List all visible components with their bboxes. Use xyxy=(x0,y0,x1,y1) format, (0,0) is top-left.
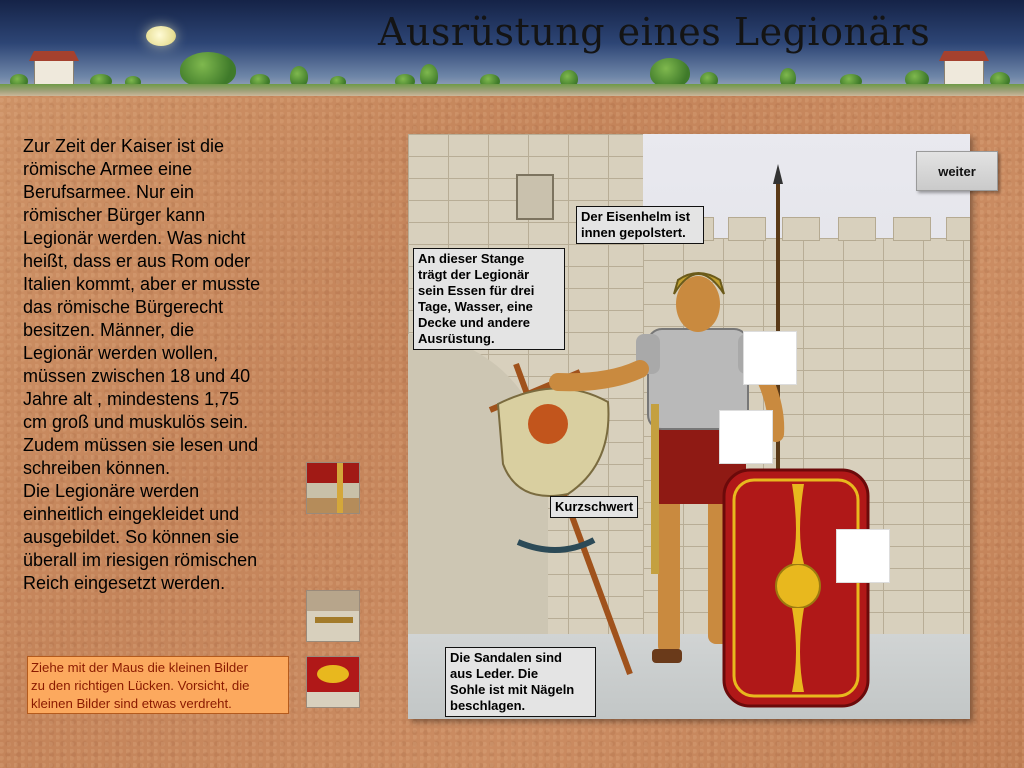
callout-line: Ausrüstung. xyxy=(418,331,495,346)
intro-line: Legionär werden. Was nicht xyxy=(23,228,246,248)
weiter-button[interactable]: weiter xyxy=(916,151,998,191)
callout-line: Tage, Wasser, eine xyxy=(418,299,533,314)
intro-line: Italien kommt, aber er musste xyxy=(23,274,261,294)
intro-line: das römische Bürgerecht xyxy=(23,297,224,317)
intro-line: Zur Zeit der Kaiser ist die xyxy=(23,136,225,156)
leg xyxy=(658,494,680,654)
callout-line: Decke und andere xyxy=(418,315,530,330)
intro-text xyxy=(23,135,298,595)
page-title: Ausrüstung eines Legionärs xyxy=(378,10,931,54)
armor-piece-strap xyxy=(337,463,343,513)
intro-line: müssen zwischen 18 und 40 xyxy=(23,366,251,386)
callout-pole xyxy=(413,248,565,350)
sandal xyxy=(652,649,682,663)
instruction-line: zu den richtigen Lücken. Vorsicht, die xyxy=(31,678,250,693)
banner-ground xyxy=(0,84,1024,96)
shield-wing-piece-icon[interactable] xyxy=(306,656,360,708)
callout-line: sein Essen für drei xyxy=(418,283,535,298)
instruction-line: Ziehe mit der Maus die kleinen Bilder xyxy=(31,660,248,675)
instruction-box xyxy=(27,656,289,714)
spear-tip-icon xyxy=(773,164,783,184)
pot-icon xyxy=(528,404,568,444)
drop-slot-armor[interactable] xyxy=(743,331,797,385)
sword-scabbard xyxy=(651,404,659,574)
tree-icon xyxy=(180,52,236,88)
sword-piece-blade xyxy=(315,617,353,623)
callout-line: trägt der Legionär xyxy=(418,267,530,282)
shield-wing-piece-wing xyxy=(317,665,349,683)
intro-line: Berufsarmee. Nur ein xyxy=(23,182,195,202)
sword-piece-icon[interactable] xyxy=(306,590,360,642)
intro-line: schreiben können. xyxy=(23,458,171,478)
moon-icon xyxy=(146,26,176,46)
intro-line: heißt, dass er aus Rom oder xyxy=(23,251,251,271)
callout-line: beschlagen. xyxy=(450,698,526,713)
intro-line: römischer Bürger kann xyxy=(23,205,206,225)
head xyxy=(676,276,720,332)
intro-line: römische Armee eine xyxy=(23,159,193,179)
intro-line: überall im riesigen römischen xyxy=(23,550,258,570)
callout-line: aus Leder. Die xyxy=(450,666,539,681)
arm xyxy=(558,369,640,382)
intro-line: einheitlich eingekleidet und xyxy=(23,504,240,524)
drop-slot-sword[interactable] xyxy=(719,410,773,464)
intro-line: Reich eingesetzt werden. xyxy=(23,573,226,593)
intro-line: cm groß und muskulös sein. xyxy=(23,412,249,432)
intro-line: Die Legionäre werden xyxy=(23,481,200,501)
callout-line: innen gepolstert. xyxy=(581,225,686,240)
intro-line: Zudem müssen sie lesen und xyxy=(23,435,259,455)
intro-line: Jahre alt , mindestens 1,75 xyxy=(23,389,240,409)
header-banner xyxy=(0,0,1024,96)
armor-piece-icon[interactable] xyxy=(306,462,360,514)
instruction-line: kleinen Bilder sind etwas verdreht. xyxy=(31,696,232,711)
callout-line: Sohle ist mit Nägeln xyxy=(450,682,575,697)
callout-helmet xyxy=(576,206,704,244)
callout-sandals xyxy=(445,647,596,717)
shield-boss-icon xyxy=(776,564,820,608)
callout-short-sword: Kurzschwert xyxy=(550,496,638,518)
callout-line: Die Sandalen sind xyxy=(450,650,562,665)
intro-line: ausgebildet. So können sie xyxy=(23,527,240,547)
intro-line: Legionär werden wollen, xyxy=(23,343,219,363)
intro-line: besitzen. Männer, die xyxy=(23,320,195,340)
callout-line: Der Eisenhelm ist xyxy=(581,209,691,224)
drop-slot-shield[interactable] xyxy=(836,529,890,583)
callout-line: An dieser Stange xyxy=(418,251,525,266)
